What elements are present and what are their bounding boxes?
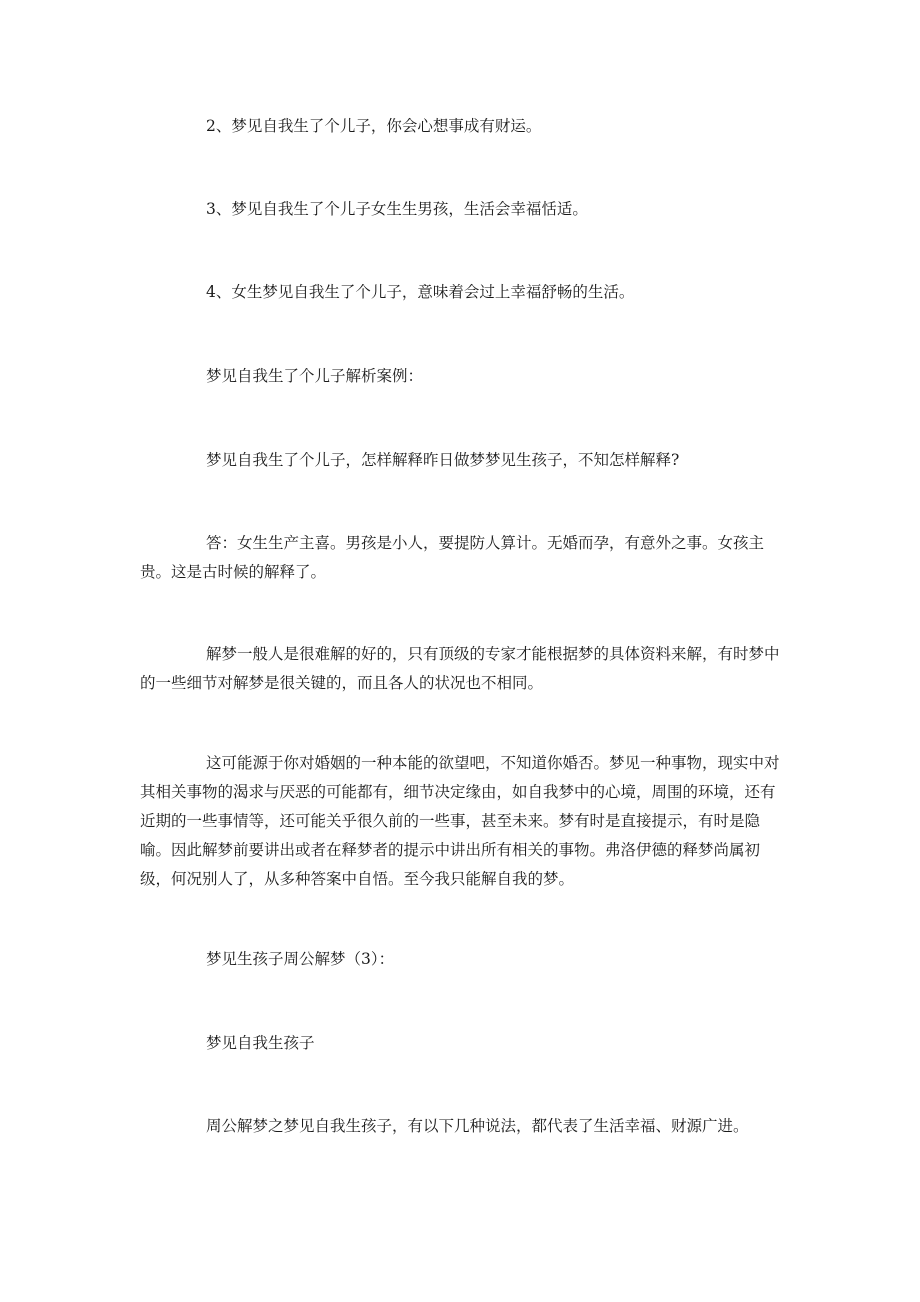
case-heading: 梦见自我生了个儿子解析案例： (206, 367, 424, 385)
paragraph-interpretation-note: 解梦一般人是很难解的好的，只有顶级的专家才能根据梦的具体资料来解，有时梦中的一些细节对解梦是很关键的，而且各人的状况也不相同。 (140, 645, 780, 692)
paragraph-item-2: 2、梦见自我生了个儿子，你会心想事成有财运。 (206, 117, 542, 135)
paragraph-item-4: 4、女生梦见自我生了个儿子，意味着会过上幸福舒畅的生活。 (206, 283, 635, 301)
sub-heading: 梦见自我生孩子 (206, 1034, 315, 1052)
section-heading-zhougong: 梦见生孩子周公解梦（3）： (206, 950, 395, 968)
case-question: 梦见自我生了个儿子，怎样解释昨日做梦梦见生孩子，不知怎样解释? (206, 451, 680, 469)
paragraph-long-explanation: 这可能源于你对婚姻的一种本能的欲望吧，不知道你婚否。梦见一种事物，现实中对其相关事物的渴求与厌恶的可能都有，细节决定缘由，如自我梦中的心境，周围的环境，还有近期的一些事情等，还可能关乎很久前的一些事，甚至未来。梦有时是直接提示，有时是隐喻。因此解梦前要讲出或者在释梦者的提示中讲出所有相关的事物。弗洛伊德的释梦尚属初级，何况别人了，从多种答案中自悟。至今我只能解自我的梦。 (140, 754, 780, 888)
paragraph-item-3: 3、梦见自我生了个儿子女生生男孩，生活会幸福恬适。 (206, 200, 588, 218)
paragraph-zhougong-summary: 周公解梦之梦见自我生孩子，有以下几种说法，都代表了生活幸福、财源广进。 (206, 1117, 749, 1135)
case-answer: 答：女生生产主喜。男孩是小人，要提防人算计。无婚而孕，有意外之事。女孩主贵。这是古时候的解释了。 (140, 534, 765, 581)
